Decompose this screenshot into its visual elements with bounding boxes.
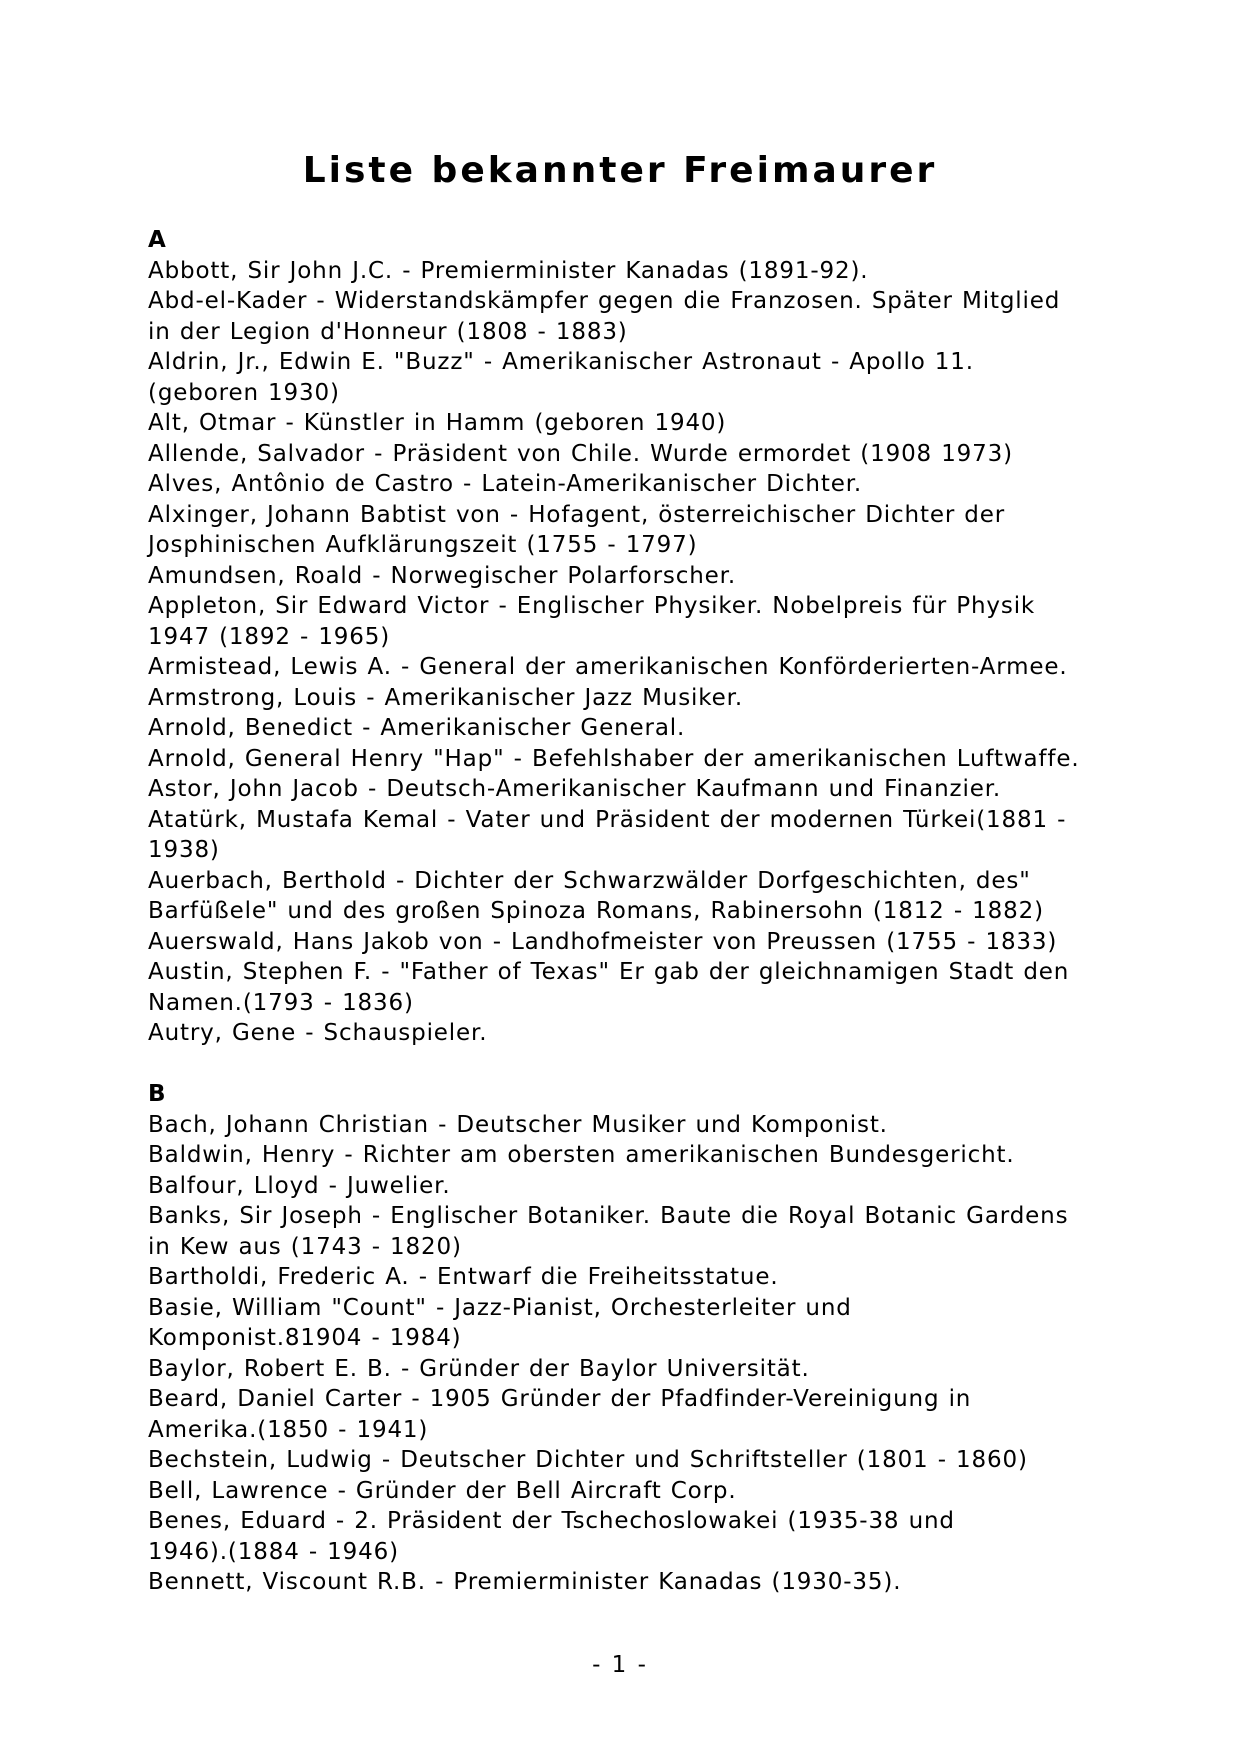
list-item	[148, 1140, 1108, 1171]
entry-line: Bartholdi, Frederic A. - Entwarf die Freiheitsstatue.	[148, 1264, 779, 1290]
list-item	[148, 439, 1108, 470]
entry-line: Austin, Stephen F. - "Father of Texas" Er gab der gleichnamigen Stadt den	[148, 959, 1070, 985]
list-item	[148, 1445, 1108, 1476]
entry-line: Astor, John Jacob - Deutsch-Amerikanischer Kaufmann und Finanzier.	[148, 776, 1002, 802]
section-b	[148, 1079, 1108, 1598]
list-item	[148, 1476, 1108, 1507]
list-item	[148, 1354, 1108, 1385]
list-item	[148, 1567, 1108, 1598]
entry-line: Banks, Sir Joseph - Englischer Botaniker. Baute die Royal Botanic Gardens	[148, 1203, 1069, 1229]
page-number: - 1 -	[592, 1652, 648, 1678]
section-a	[148, 225, 1108, 1049]
entry-line: Namen.(1793 - 1836)	[148, 989, 414, 1016]
entry-line: in Kew aus (1743 - 1820)	[148, 1233, 462, 1260]
entry-line: Basie, William "Count" - Jazz-Pianist, Orchesterleiter und	[148, 1294, 852, 1321]
list-item	[148, 286, 1108, 347]
entry-line: Bennett, Viscount R.B. - Premierminister Kanadas (1930-35).	[148, 1569, 902, 1595]
list-item	[148, 500, 1108, 561]
list-item	[148, 591, 1108, 652]
entry-line: Balfour, Lloyd - Juwelier.	[148, 1172, 451, 1199]
entry-line: 1947 (1892 - 1965)	[148, 623, 391, 650]
list-item	[148, 652, 1108, 683]
entry-line: Abbott, Sir John J.C. - Premierminister Kanadas (1891-92).	[148, 257, 869, 284]
entry-line: Autry, Gene - Schauspieler.	[148, 1020, 488, 1046]
list-item	[148, 1201, 1108, 1262]
list-item	[148, 866, 1108, 927]
entry-line: Komponist.81904 - 1984)	[148, 1325, 462, 1351]
entry-list	[148, 225, 1108, 1598]
entry-line: Josphinischen Aufklärungszeit (1755 - 1797)	[148, 532, 698, 558]
list-item	[148, 1262, 1108, 1293]
entry-line: 1946).(1884 - 1946)	[148, 1538, 399, 1565]
list-item	[148, 744, 1108, 775]
entry-line: Aldrin, Jr., Edwin E. "Buzz" - Amerikanischer Astronaut - Apollo 11.	[148, 349, 974, 375]
entry-line: Arnold, General Henry "Hap" - Befehlshaber der amerikanischen Luftwaffe.	[148, 745, 1080, 772]
section-letter: B	[148, 1081, 166, 1107]
entry-line: in der Legion d'Honneur (1808 - 1883)	[148, 318, 628, 345]
list-item	[148, 1506, 1108, 1567]
entry-line: Bechstein, Ludwig - Deutscher Dichter und Schriftsteller (1801 - 1860)	[148, 1447, 1028, 1473]
entry-line: 1938)	[148, 837, 220, 863]
list-item	[148, 256, 1108, 287]
list-item	[148, 957, 1108, 1018]
list-item	[148, 1293, 1108, 1354]
list-item	[148, 927, 1108, 958]
entry-line: Auerswald, Hans Jakob von - Landhofmeister von Preussen (1755 - 1833)	[148, 928, 1058, 955]
list-item	[148, 1110, 1108, 1141]
entry-line: Armstrong, Louis - Amerikanischer Jazz Musiker.	[148, 684, 743, 711]
entry-line: Bell, Lawrence - Gründer der Bell Aircraft Corp.	[148, 1477, 737, 1504]
entry-line: Bach, Johann Christian - Deutscher Musiker und Komponist.	[148, 1111, 888, 1138]
entry-line: Alt, Otmar - Künstler in Hamm (geboren 1940)	[148, 410, 727, 436]
entry-line: (geboren 1930)	[148, 379, 340, 406]
entry-line: Allende, Salvador - Präsident von Chile. Wurde ermordet (1908 1973)	[148, 440, 1013, 467]
entry-line: Baldwin, Henry - Richter am obersten amerikanischen Bundesgericht.	[148, 1142, 1015, 1168]
list-item	[148, 774, 1108, 805]
list-item	[148, 683, 1108, 714]
entry-line: Alves, Antônio de Castro - Latein-Amerikanischer Dichter.	[148, 471, 863, 497]
entry-line: Abd-el-Kader - Widerstandskämpfer gegen die Franzosen. Später Mitglied	[148, 288, 1061, 314]
section-spacer	[148, 1049, 1108, 1080]
entry-line: Benes, Eduard - 2. Präsident der Tschechoslowakei (1935-38 und	[148, 1508, 955, 1534]
document-title: Liste bekannter Freimaurer	[302, 150, 938, 191]
list-item	[148, 1384, 1108, 1445]
list-item	[148, 347, 1108, 408]
list-item	[148, 561, 1108, 592]
list-item	[148, 469, 1108, 500]
entry-line: Beard, Daniel Carter - 1905 Gründer der Pfadfinder-Vereinigung in	[148, 1386, 972, 1412]
entry-line: Appleton, Sir Edward Victor - Englischer Physiker. Nobelpreis für Physik	[148, 593, 1036, 619]
list-item	[148, 1171, 1108, 1202]
list-item	[148, 713, 1108, 744]
section-letter: A	[148, 227, 166, 253]
entry-line: Auerbach, Berthold - Dichter der Schwarzwälder Dorfgeschichten, des"	[148, 867, 1031, 894]
entry-line: Barfüßele" und des großen Spinoza Romans, Rabinersohn (1812 - 1882)	[148, 898, 1044, 924]
entry-line: Arnold, Benedict - Amerikanischer General.	[148, 715, 686, 741]
entry-line: Atatürk, Mustafa Kemal - Vater und Präsident der modernen Türkei(1881 -	[148, 806, 1067, 833]
entry-line: Alxinger, Johann Babtist von - Hofagent, österreichischer Dichter der	[148, 501, 1006, 528]
list-item	[148, 805, 1108, 866]
entry-line: Baylor, Robert E. B. - Gründer der Baylor Universität.	[148, 1355, 810, 1382]
entry-line: Amerika.(1850 - 1941)	[148, 1416, 429, 1443]
list-item	[148, 1018, 1108, 1049]
list-item	[148, 408, 1108, 439]
entry-line: Armistead, Lewis A. - General der amerikanischen Konförderierten-Armee.	[148, 654, 1068, 680]
entry-line: Amundsen, Roald - Norwegischer Polarforscher.	[148, 562, 737, 589]
